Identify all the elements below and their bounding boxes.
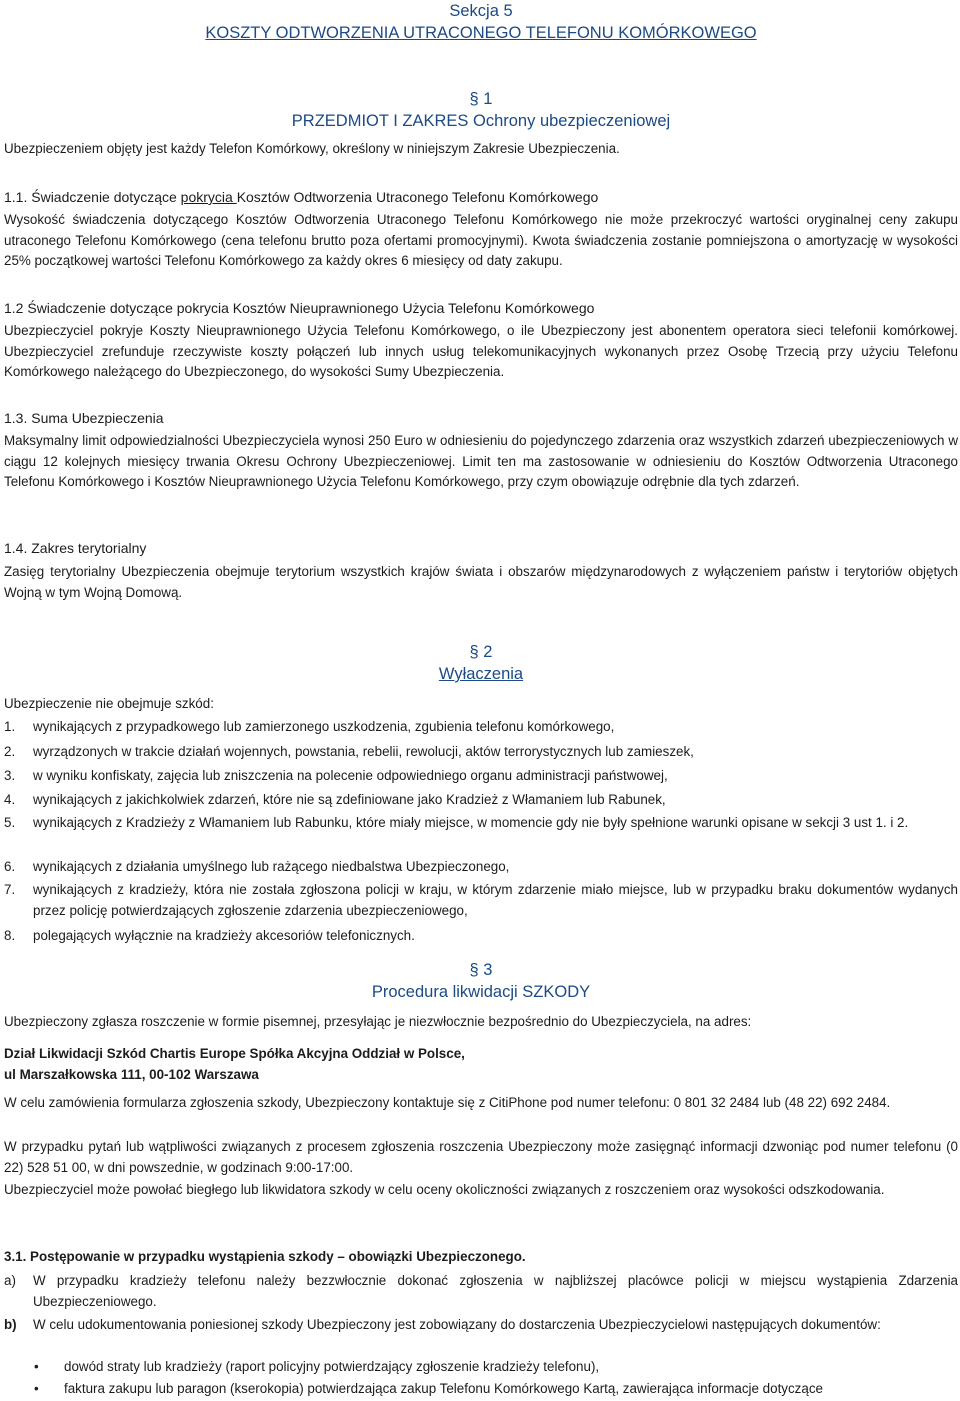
- list-item-text: wynikających z działania umyślnego lub rażącego niedbalstwa Ubezpieczonego,: [33, 859, 510, 874]
- bullet-icon: •: [34, 1359, 39, 1374]
- paragraph-3-intro: Ubezpieczony zgłasza roszczenie w formie pisemnej, przesyłając je niezwłocznie bezpośrednio do Ubezpieczyciela, na adres:: [4, 1014, 752, 1029]
- contact-paragraph-2: W przypadku pytań lub wątpliwości związanych z procesem zgłoszenia roszczenia Ubezpieczony może zasięgnąć informacji dzwoniąc pod numer telefonu (0 22) 528 51 00, w dni powszednie, w godzinach 9:00-17:00.: [4, 1139, 958, 1175]
- paragraph-1-title: PRZEDMIOT I ZAKRES Ochrony ubezpieczeniowej: [291, 112, 671, 130]
- list-item-text: W przypadku kradzieży telefonu należy bezzwłocznie dokonać zgłoszenia w najbliższej placówce policji w miejscu wystąpienia Zdarzenia Ubezpieczeniowego.: [33, 1273, 958, 1309]
- list-item-letter: b): [4, 1317, 17, 1332]
- list-item: [4, 717, 958, 742]
- paragraph-2-title: Wyłaczenia: [438, 665, 524, 683]
- paragraph-2-symbol: § 2: [469, 643, 493, 661]
- bullet-item: [4, 1357, 958, 1379]
- subsection-1-4-body: Zasięg terytorialny Ubezpieczenia obejmuje terytorium wszystkich krajów świata i obszarów międzynarodowych z wyłączeniem państw i terytoriów objętych Wojną w tym Wojną Domową.: [4, 564, 958, 600]
- list-item-number: 6.: [4, 859, 16, 874]
- list-item-number: 8.: [4, 928, 16, 943]
- paragraph-1-intro: Ubezpieczeniem objęty jest każdy Telefon Komórkowy, określony w niniejszym Zakresie Ubezpieczenia.: [4, 141, 620, 156]
- list-item: [4, 926, 958, 948]
- list-item-number: 5.: [4, 815, 16, 830]
- list-item-text: w wyniku konfiskaty, zajęcia lub zniszczenia na polecenie odpowiedniego organu administracji państwowej,: [33, 768, 668, 783]
- subsection-3-1-heading: 3.1. Postępowanie w przypadku wystąpienia szkody – obowiązki Ubezpieczonego.: [4, 1249, 526, 1264]
- address-line-2: ul Marszałkowska 111, 00-102 Warszawa: [4, 1066, 259, 1082]
- list-item-text: wynikających z jakichkolwiek zdarzeń, które nie są zdefiniowane jako Kradzież z Włamaniem lub Rabunek,: [33, 792, 666, 807]
- subsection-1-1-prefix: 1.1. Świadczenie dotyczące: [4, 189, 181, 205]
- list-item-text: wyrządzonych w trakcie działań wojennych, powstania, rebelii, rewolucji, aktów terrorystycznych lub zamieszek,: [33, 744, 694, 759]
- address-line-1: Dział Likwidacji Szkód Chartis Europe Spółka Akcyjna Oddział w Polsce,: [4, 1046, 465, 1061]
- subsection-1-1-suffix: Kosztów Odtworzenia Utraconego Telefonu Komórkowego: [236, 189, 599, 205]
- section-label: Sekcja 5: [449, 2, 513, 20]
- documents-list: [4, 1357, 958, 1401]
- list-item: [4, 1271, 958, 1315]
- exclusions-list: [4, 717, 958, 948]
- obligations-list: [4, 1271, 958, 1359]
- list-item: [4, 790, 958, 813]
- list-item-text: wynikających z przypadkowego lub zamierzonego uszkodzenia, zgubienia telefonu komórkowego,: [33, 719, 615, 734]
- subsection-1-3-heading: 1.3. Suma Ubezpieczenia: [4, 410, 164, 426]
- section-title: KOSZTY ODTWORZENIA UTRACONEGO TELEFONU KOMÓRKOWEGO: [205, 24, 757, 42]
- list-item-text: wynikających z kradzieży, która nie została zgłoszona policji w kraju, w którym zdarzenie miało miejsce, lub w przypadku braku dokumentów wydanych przez policję potwierdzających zgłoszenie zdarzenia ubezpieczeniowego,: [33, 882, 958, 918]
- contact-paragraph-1: W celu zamówienia formularza zgłoszenia szkody, Ubezpieczony kontaktuje się z CitiPhone pod numer telefonu: 0 801 32 2484 lub (48 22) 692 2484.: [4, 1095, 891, 1110]
- list-item: [4, 742, 958, 766]
- list-item: [4, 766, 958, 790]
- list-item-letter: a): [4, 1273, 16, 1288]
- subsection-1-2-body: Ubezpieczyciel pokryje Koszty Nieuprawnionego Użycia Telefonu Komórkowego, o ile Ubezpieczony jest abonentem operatora sieci telefonii komórkowej. Ubezpieczyciel zrefunduje rzeczywiste koszty połączeń lub innych usług telekomunikacyjnych wykonanych przez Osobę Trzecią przy użyciu Telefonu Komórkowego należącego do Ubezpieczonego, do wysokości Sumy Ubezpieczenia.: [4, 323, 958, 380]
- list-item-number: 1.: [4, 719, 16, 734]
- subsection-1-1-underlined: pokrycia: [180, 189, 237, 205]
- list-item-text: polegających wyłącznie na kradzieży akcesoriów telefonicznych.: [33, 928, 415, 943]
- paragraph-1-header: [4, 88, 958, 132]
- list-item: [4, 813, 958, 857]
- list-item-number: 2.: [4, 744, 16, 759]
- paragraph-3-symbol: § 3: [469, 961, 493, 979]
- paragraph-2-intro: Ubezpieczenie nie obejmuje szkód:: [4, 696, 214, 711]
- bullet-text: dowód straty lub kradzieży (raport policyjny potwierdzający zgłoszenie kradzieży telefonu),: [64, 1359, 600, 1374]
- paragraph-1-symbol: § 1: [469, 90, 493, 108]
- bullet-icon: •: [34, 1381, 39, 1396]
- claims-address: [4, 1044, 958, 1085]
- list-item-number: 4.: [4, 792, 16, 807]
- list-item-text: wynikających z Kradzieży z Włamaniem lub Rabunku, które miały miejsce, w momencie gdy nie były spełnione warunki opisane w sekcji 3 ust 1. i 2.: [33, 815, 909, 830]
- subsection-1-1-heading: [4, 187, 958, 208]
- paragraph-3-header: [4, 959, 958, 1003]
- section-header: [4, 0, 958, 44]
- bullet-text: faktura zakupu lub paragon (kserokopia) potwierdzająca zakup Telefonu Komórkowego Kartą, zawierająca informacje dotyczące: [64, 1381, 823, 1396]
- list-item: [4, 880, 958, 926]
- paragraph-3-title: Procedura likwidacji SZKODY: [371, 983, 591, 1001]
- subsection-1-2-heading: 1.2 Świadczenie dotyczące pokrycia Kosztów Nieuprawnionego Użycia Telefonu Komórkowego: [4, 300, 595, 316]
- list-item-number: 3.: [4, 768, 16, 783]
- subsection-1-4-heading: 1.4. Zakres terytorialny: [4, 540, 147, 556]
- list-item-number: 7.: [4, 882, 16, 897]
- contact-paragraph-3: Ubezpieczyciel może powołać biegłego lub likwidatora szkody w celu oceny okoliczności związanych z roszczeniem oraz wysokości odszkodowania.: [4, 1182, 885, 1197]
- subsection-1-3-body: Maksymalny limit odpowiedzialności Ubezpieczyciela wynosi 250 Euro w odniesieniu do pojedynczego zdarzenia oraz wszystkich zdarzeń ubezpieczeniowych w ciągu 12 kolejnych miesięcy trwania Okresu Ochrony Ubezpieczeniowej. Limit ten ma zastosowanie w odniesieniu do Kosztów Odtworzenia Utraconego Telefonu Komórkowego i Kosztów Nieuprawnionego Użycia Telefonu Komórkowego, przy czym obowiązuje odrębnie dla tych zdarzeń.: [4, 433, 958, 490]
- list-item: [4, 1315, 958, 1359]
- bullet-item: [4, 1379, 958, 1401]
- paragraph-2-header: [4, 641, 958, 685]
- list-item-text: W celu udokumentowania poniesionej szkody Ubezpieczony jest zobowiązany do dostarczenia Ubezpieczycielowi następujących dokumentów:: [33, 1317, 881, 1332]
- list-item: [4, 857, 958, 880]
- subsection-1-1-body: Wysokość świadczenia dotyczącego Kosztów Odtworzenia Utraconego Telefonu Komórkowego nie może przekroczyć wartości oryginalnej ceny zakupu utraconego Telefonu Komórkowego (cena telefonu brutto poza ofertami promocyjnymi). Kwota świadczenia zostanie pomniejszona o amortyzację w wysokości 25% początkowej wartości Telefonu Komórkowego za każdy okres 6 miesięcy od daty zakupu.: [4, 212, 958, 269]
